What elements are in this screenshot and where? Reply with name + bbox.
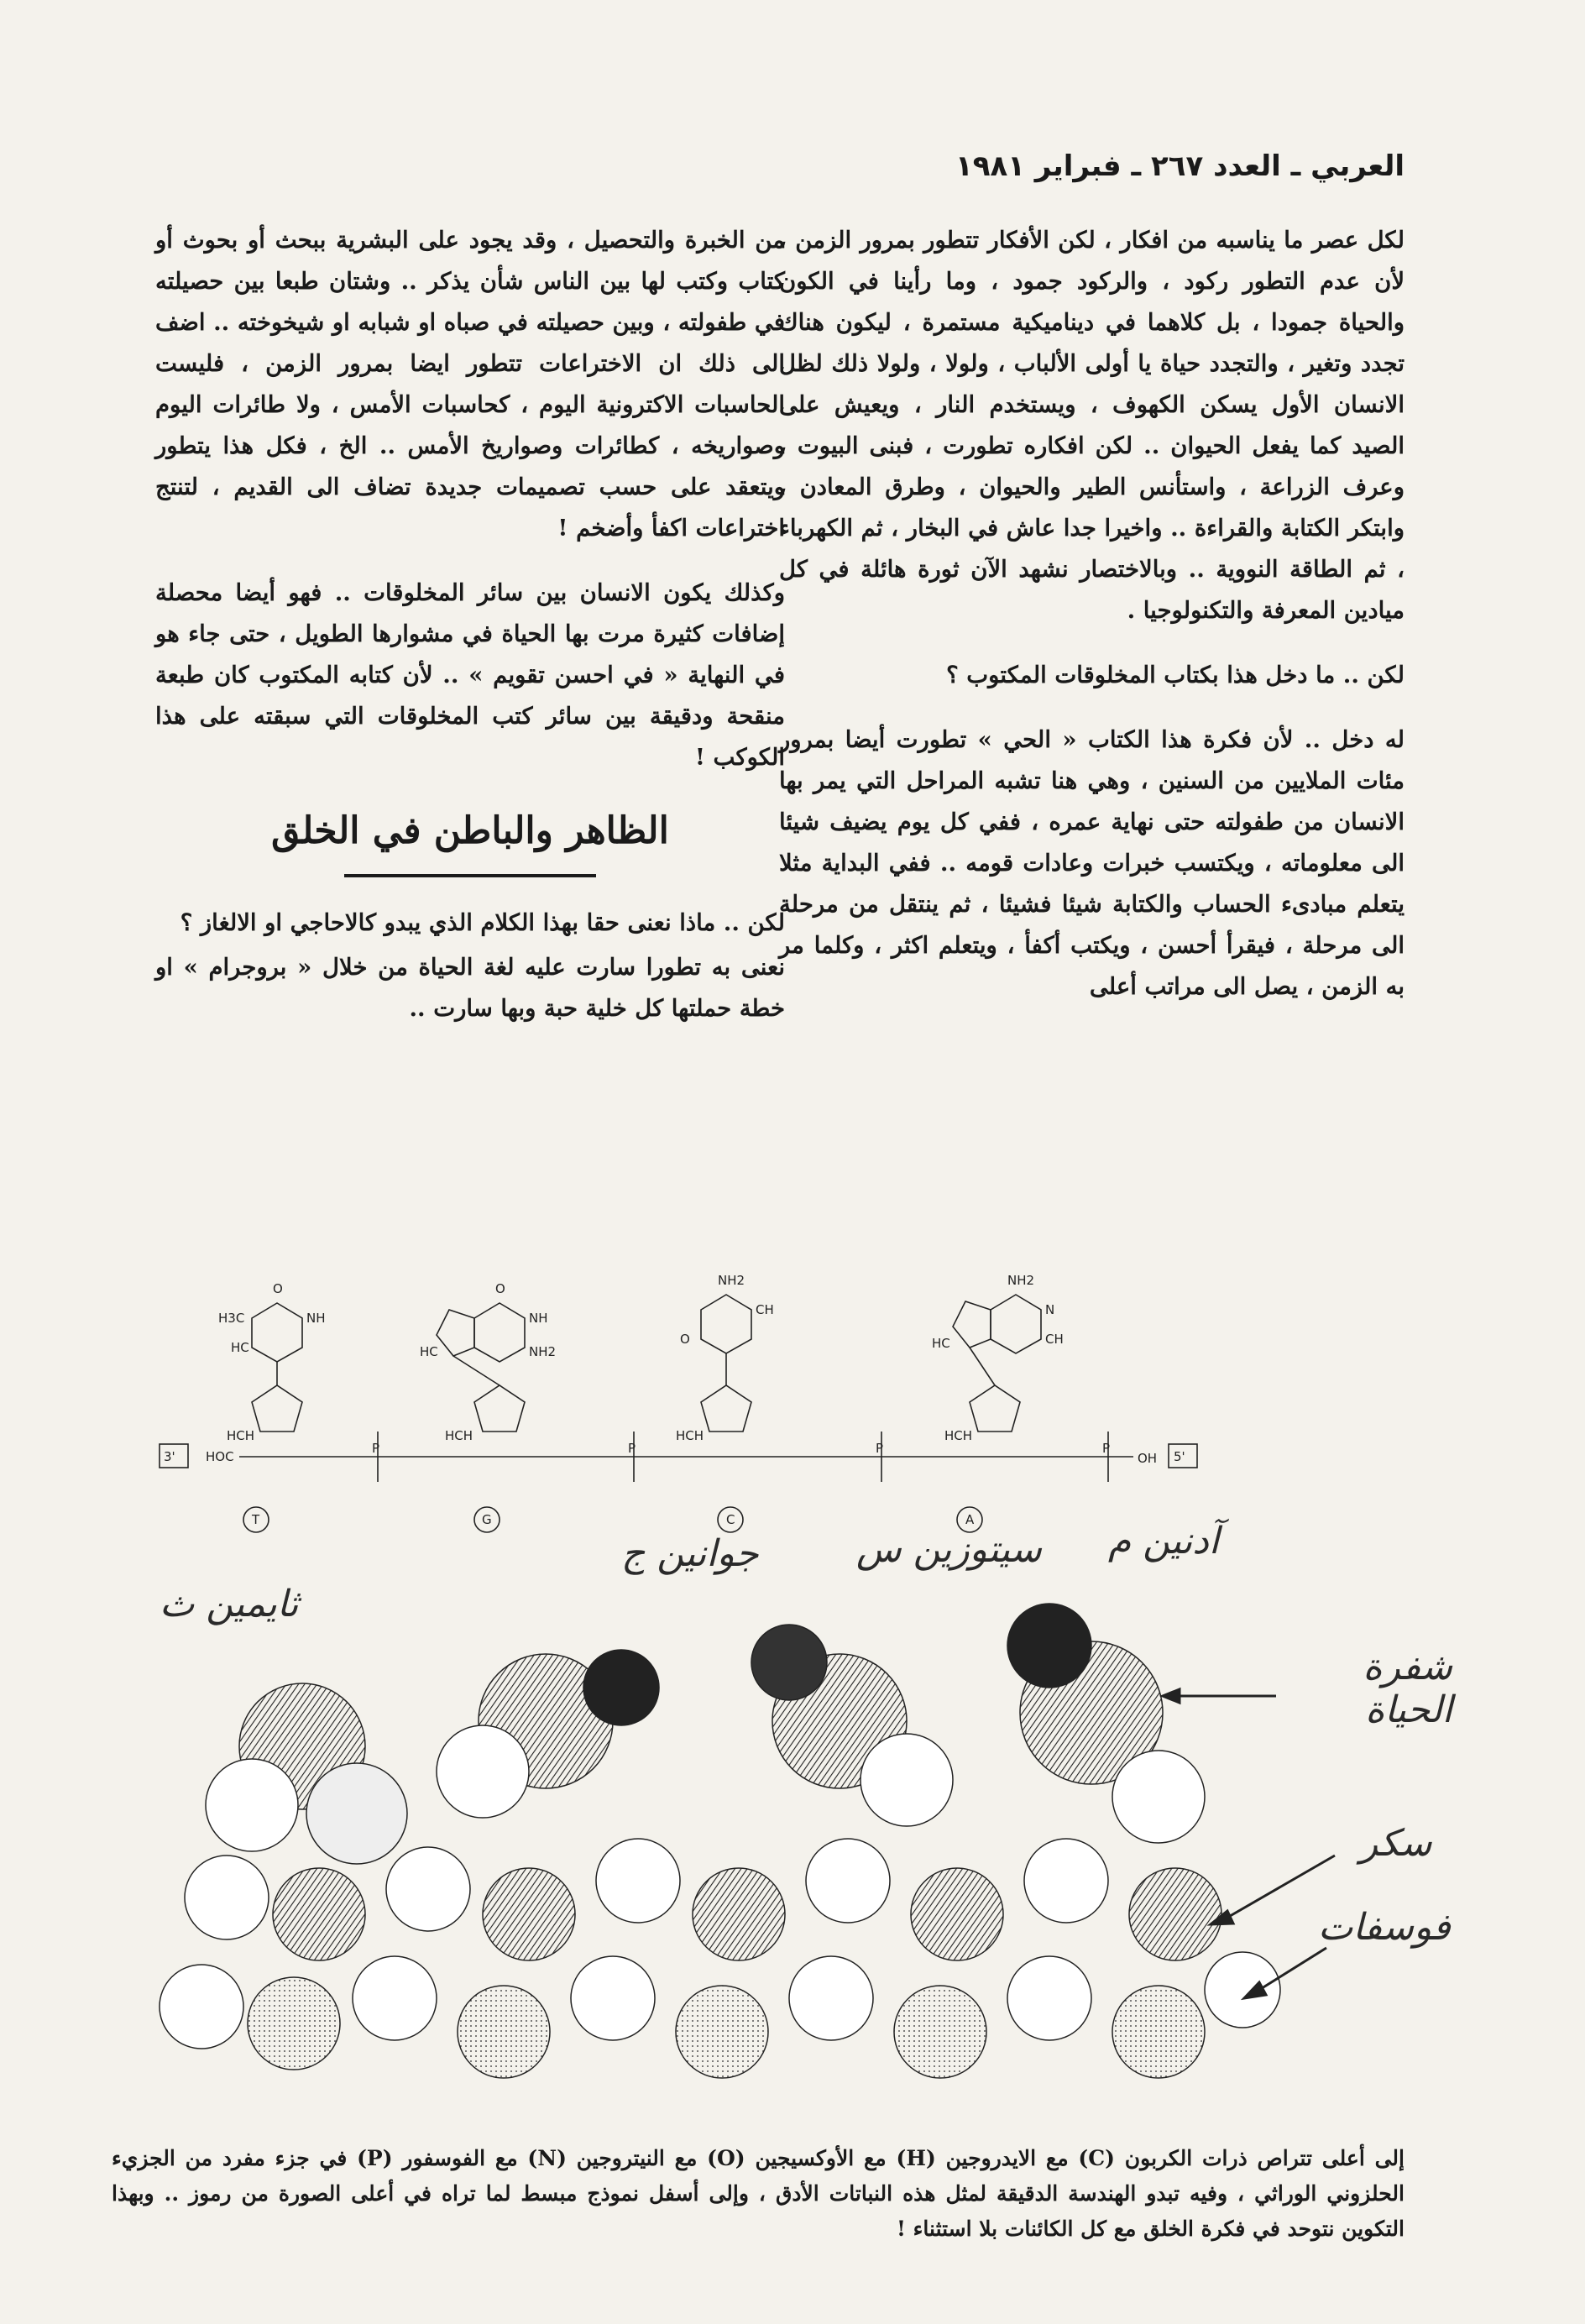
- atom-label: HOC: [206, 1449, 234, 1464]
- paragraph: من الخبرة والتحصيل ، وقد يجود على البشرية ببحث أو بحوث أو كتاب وكتب لها بين الناس شأن يذكر .. وشتان طبعا بين حصيلته في طفولته ، وبين حصيلته في صباه او شبابه او شيخوخته .. اضف الى ذلك ان الاختراعات تتطور ايضا بمرور الزمن ، فليست الحاسبات الاكترونية اليوم ، كحاسبات الأمس ، ولا طائرات اليوم وصواريخه ، كطائرات وصواريخ الأمس .. الخ ، فكل هذا يتطور ويتعقد على حسب تصميمات جديدة تضاف الى القديم ، لتنتج اختراعات اكفأ وأضخم !: [155, 227, 785, 542]
- label-code-of-life: شفرة الحياة: [1363, 1646, 1452, 1731]
- atom-label: H3C: [218, 1311, 245, 1326]
- paragraph: وكذلك يكون الانسان بين سائر المخلوقات .. فهو أيضا محصلة إضافات كثيرة مرت بها الحياة في مشوارها الطويل ، حتى جاء هو في النهاية « في احسن تقويم » .. لأن كتابه المكتوب كان طبعة منقحة ودقيقة بين سائر كتب المخلوقات التي سبقته على هذا الكوكب !: [155, 579, 785, 771]
- section-title: الظاهر والباطن في الخلق: [271, 809, 669, 852]
- atom-label: HC: [420, 1344, 438, 1359]
- atom-label: HC: [231, 1340, 249, 1355]
- atom-label: NH2: [1007, 1273, 1035, 1288]
- base-letter: G: [482, 1512, 492, 1527]
- label-sugar: سكر: [1360, 1822, 1432, 1865]
- atom-label: HCH: [944, 1428, 973, 1443]
- atom-label: NH: [306, 1311, 326, 1326]
- atom-label: HCH: [227, 1428, 255, 1443]
- page-header: العربي ـ العدد ٢٦٧ ـ فبراير ١٩٨١: [955, 149, 1405, 183]
- atom-label: N: [1045, 1302, 1055, 1317]
- label-cytosine: سيتوزين س: [856, 1528, 1042, 1571]
- atom-label: OH: [1138, 1451, 1158, 1466]
- atom-label: CH: [756, 1302, 774, 1317]
- end-label-3: 3': [164, 1449, 175, 1464]
- dna-figure: [143, 1243, 1452, 2124]
- atom-label: NH2: [529, 1344, 557, 1359]
- atom-label: O: [680, 1332, 690, 1347]
- atom-label: O: [495, 1281, 505, 1296]
- nucleotide-chain-diagram: [143, 1243, 1201, 1562]
- paragraph: لكل عصر ما يناسبه من افكار ، لكن الأفكار تتطور بمرور الزمن ، لأن عدم التطور ركود ، والركود جمود ، وما رأينا في الكون والحياة جمودا ، بل كلاهما في ديناميكية مستمرة ، ليكون هناك تجدد وتغير ، والتجدد حياة يا أولى الألباب ، ولولا ، ولولا ذلك لظل الانسان الأول يسكن الكهوف ، ويستخدم النار ، ويعيش على الصيد كما يفعل الحيوان .. لكن افكاره تطورت ، فبنى البيوت ، وعرف الزراعة ، واستأنس الطير والحيوان ، وطرق المعادن ، وابتكر الكتابة والقراءة .. واخيرا جدا عاش في البخار ، ثم الكهرباء ، ثم الطاقة النووية .. وبالاختصار نشهد الآن ثورة هائلة في كل ميادين المعرفة والتكنولوجيا .: [779, 227, 1405, 624]
- atom-label: CH: [1045, 1332, 1064, 1347]
- atom-label: NH: [529, 1311, 548, 1326]
- base-letter: T: [252, 1512, 260, 1527]
- base-letter: C: [726, 1512, 735, 1527]
- atom-label: P: [372, 1441, 380, 1456]
- label-thymine: ثايمين ث: [160, 1583, 299, 1625]
- space-filling-model: [151, 1595, 1410, 2116]
- atom-label: P: [1102, 1441, 1111, 1456]
- atom-label: P: [628, 1441, 636, 1456]
- label-phosphate: فوسفات: [1318, 1906, 1451, 1949]
- label-guanine: جوانين ج: [621, 1532, 759, 1575]
- right-column: [779, 220, 1405, 1031]
- end-label-5: 5': [1174, 1449, 1185, 1464]
- atom-label: HC: [932, 1336, 950, 1351]
- paragraph: لكن .. ما دخل هذا بكتاب المخلوقات المكتوب ؟: [946, 662, 1405, 688]
- base-letter: A: [965, 1512, 975, 1527]
- figure-caption: إلى أعلى تتراص ذرات الكربون (C) مع الايدروجين (H) مع الأوكسيجين (O) مع النيتروجين (N) مع الفوسفور (P) في جزء مفرد من الجزيء الحلزوني الوراثي ، وفيه تبدو الهندسة الدقيقة لمثل هذه النباتات الأدق ، وإلى أسفل نموذج مبسط لما تراه في أعلى الصورة من رموز .. وبهذا التكوين نتوحد في فكرة الخلق مع كل الكائنات بلا استثناء !: [112, 2146, 1405, 2241]
- atom-label: O: [273, 1281, 283, 1296]
- title-underline: [344, 874, 596, 877]
- paragraph: له دخل .. لأن فكرة هذا الكتاب « الحي » تطورت أيضا بمرور مئات الملايين من السنين ، وهي هنا تشبه المراحل التي يمر بها الانسان من طفولته حتى نهاية عمره ، ففي كل يوم يضيف شيئا الى معلوماته ، ويكتسب خبرات وعادات قومه .. ففي البداية مثلا يتعلم مبادىء الحساب والكتابة شيئا فشيئا ، ثم ينتقل من مرحلة الى مرحلة ، فيقرأ أحسن ، ويكتب أكفأ ، ويتعلم اكثر ، وكلما مر به الزمن ، يصل الى مراتب أعلى: [779, 726, 1405, 1000]
- label-adenine: آدنين م: [1108, 1520, 1220, 1562]
- atom-label: HCH: [676, 1428, 704, 1443]
- atom-label: NH2: [718, 1273, 745, 1288]
- paragraph: لكن .. ماذا نعنى حقا بهذا الكلام الذي يبدو كالاحاجي او الالغاز ؟: [180, 909, 785, 936]
- paragraph: نعنى به تطورا سارت عليه لغة الحياة من خلال « بروجرام » او خطة حملتها كل خلية حبة وبها سارت ..: [155, 954, 785, 1022]
- left-column: [155, 220, 785, 1053]
- atom-label: P: [876, 1441, 884, 1456]
- atom-label: HCH: [445, 1428, 473, 1443]
